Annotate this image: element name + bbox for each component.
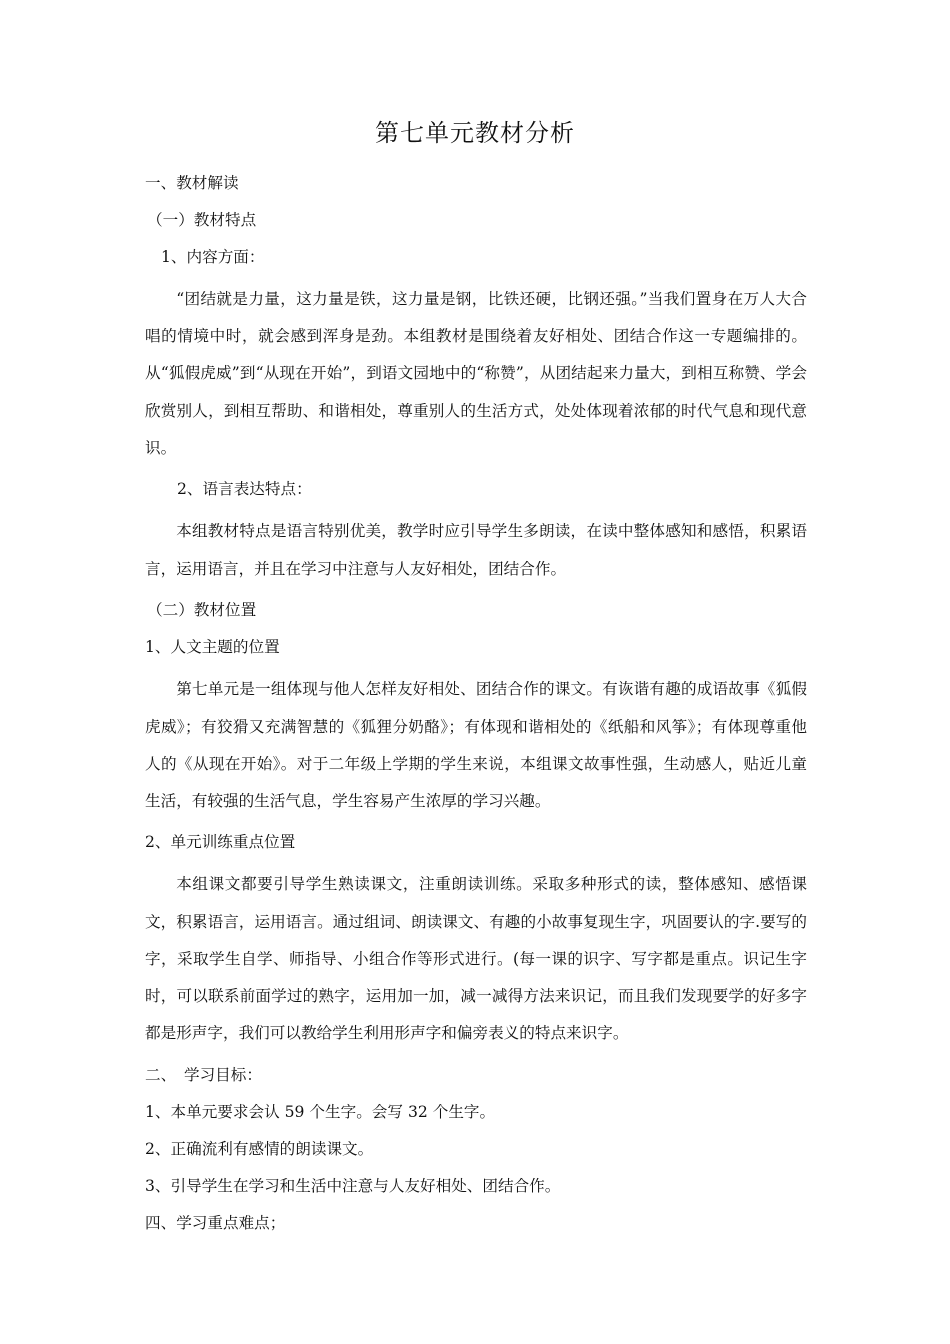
paragraph-content: “团结就是力量，这力量是铁，这力量是钢，比铁还硬，比钢还强。”当我们置身在万人大合唱的情境中时，就会感到浑身是劲。本组教材是围绕着友好相处、团结合作这一专题编排的。从“狐假虎威”到“从现在开始”，到语文园地中的“称赞”，从团结起来力量大，到相互称赞、学会欣赏别人，到相互帮助、和谐相处，尊重别人的生活方式，处处体现着浓郁的时代气息和现代意识。 — [145, 290, 807, 457]
paragraph-theme: 第七单元是一组体现与他人怎样友好相处、团结合作的课文。有诙谐有趣的成语故事《狐假虎威》；有狡猾又充满智慧的《狐狸分奶酪》；有体现和谐相处的《纸船和风筝》；有体现尊重他人的《从现在开始》。对于二年级上学期的学生来说，本组课文故事性强，生动感人，贴近儿童生活，有较强的生活气息，学生容易产生浓厚的学习兴趣。 — [145, 680, 807, 810]
subsection-heading-position: （二）教材位置 — [147, 601, 257, 620]
goal-item-2: 2、正确流利有感情的朗读课文。 — [145, 1139, 374, 1158]
item-heading-theme: 1、人文主题的位置 — [145, 638, 280, 657]
goal-item-3: 3、引导学生在学习和生活中注意与人友好相处、团结合作。 — [145, 1176, 561, 1195]
item-heading-training: 2、单元训练重点位置 — [145, 833, 296, 852]
section-heading-2: 二、 学习目标： — [145, 1065, 262, 1084]
subsection-heading-features: （一）教材特点 — [147, 211, 257, 230]
paragraph-training: 本组课文都要引导学生熟读课文，注重朗读训练。采取多种形式的读，整体感知、感悟课文，积累语言，运用语言。通过组词、朗读课文、有趣的小故事复现生字，巩固要认的字.要写的字，采取学生自学、师指导、小组合作等形式进行。(每一课的识字、写字都是重点。识记生字时，可以联系前面学过的熟字，运用加一加，减一减得方法来识记，而且我们发现要学的好多字都是形声字，我们可以教给学生利用形声字和偏旁表义的特点来识字。 — [145, 875, 807, 1042]
item-heading-content: 1、内容方面： — [161, 248, 265, 267]
section-heading-4: 四、学习重点难点； — [145, 1213, 286, 1232]
goal-item-1: 1、本单元要求会认 59 个生字。会写 32 个生字。 — [145, 1102, 496, 1121]
page-title: 第七单元教材分析 — [375, 119, 575, 147]
document-body — [145, 170, 807, 1247]
item-heading-language: 2、语言表达特点： — [177, 480, 312, 499]
section-heading-1: 一、教材解读 — [145, 174, 239, 192]
paragraph-language: 本组教材特点是语言特别优美，教学时应引导学生多朗读，在读中整体感知和感悟，积累语言，运用语言，并且在学习中注意与人友好相处，团结合作。 — [145, 522, 807, 578]
